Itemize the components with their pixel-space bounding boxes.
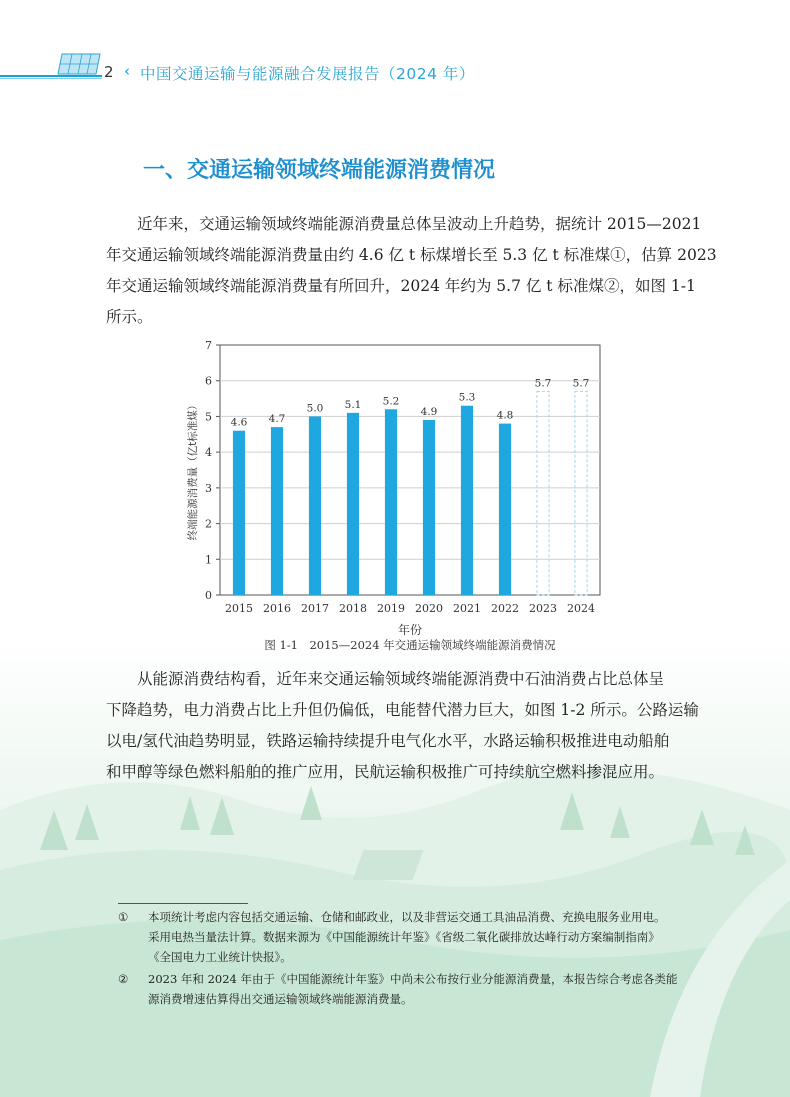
bar <box>309 416 321 595</box>
footnote-rule <box>118 903 248 904</box>
bar-value-label: 4.9 <box>420 406 438 418</box>
bar-value-label: 4.8 <box>496 409 514 422</box>
section-title: 一、交通运输领域终端能源消费情况 <box>143 158 496 183</box>
y-tick-label: 1 <box>205 553 212 567</box>
footnote-line: 2023 年和 2024 年由于《中国能源统计年鉴》中尚未公布按行业分能源消费量，本报告综合考虑各类能 <box>148 972 678 986</box>
y-tick-label: 0 <box>205 589 212 602</box>
bar-value-label: 5.7 <box>534 377 552 390</box>
paragraph-line: 从能源消费结构看，近年来交通运输领域终端能源消费中石油消费占比总体呈 <box>137 670 665 688</box>
bar-value-label: 5.3 <box>458 391 476 404</box>
bar <box>461 406 473 595</box>
header-rule-thin <box>0 78 102 79</box>
figure-caption: 图 1-1 2015—2024 年交通运输领域终端能源消费情况 <box>264 638 556 652</box>
bar <box>271 427 283 595</box>
paragraph-line: 和甲醇等绿色燃料船舶的推广应用，民航运输积极推广可持续航空燃料掺混应用。 <box>106 763 665 781</box>
x-tick-label: 2023 <box>529 602 557 615</box>
bar-value-label: 4.7 <box>268 413 286 426</box>
x-tick-label: 2021 <box>453 602 481 615</box>
y-axis-label: 终端能源消费量（亿t标准煤） <box>187 399 199 541</box>
x-tick-label: 2017 <box>301 602 329 615</box>
bar-value-label: 5.1 <box>344 398 362 411</box>
paragraph-line: 年交通运输领域终端能源消费量有所回升，2024 年约为 5.7 亿 t 标准煤②，如图 1-1 <box>106 277 696 295</box>
paragraph-line: 年交通运输领域终端能源消费量由约 4.6 亿 t 标煤增长至 5.3 亿 t 标准煤①，估算 2023 <box>106 246 717 264</box>
x-tick-label: 2015 <box>225 602 253 615</box>
footnote-mark: ① <box>118 910 129 924</box>
footnote-line: 采用电热当量法计算。数据来源为《中国能源统计年鉴》《省级二氧化碳排放达峰行动方案编制指南》 <box>148 930 660 944</box>
paragraph-line: 下降趋势，电力消费占比上升但仍偏低，电能替代潜力巨大，如图 1-2 所示。公路运输 <box>106 701 699 719</box>
paragraph-structure <box>106 664 706 788</box>
y-tick-label: 5 <box>205 410 212 424</box>
x-tick-label: 2022 <box>491 602 519 615</box>
chart-svg <box>180 336 610 636</box>
x-tick-label: 2024 <box>567 602 595 615</box>
bar <box>233 431 245 595</box>
x-tick-label: 2016 <box>263 602 291 615</box>
page-number: 2 <box>104 63 114 81</box>
footnote-line: 本项统计考虑内容包括交通运输、仓储和邮政业，以及非营运交通工具油品消费、充换电服务业用电。 <box>148 910 666 924</box>
header-rule <box>0 75 102 77</box>
y-tick-label: 6 <box>205 374 212 388</box>
bar <box>499 424 511 595</box>
footnote-mark: ② <box>118 972 129 986</box>
x-tick-label: 2019 <box>377 602 405 615</box>
bar-value-label: 5.2 <box>382 395 400 408</box>
x-tick-label: 2018 <box>339 602 367 615</box>
bar-value-label: 5.0 <box>306 402 324 415</box>
x-tick-label: 2020 <box>415 602 443 615</box>
y-tick-label: 7 <box>205 339 212 352</box>
y-tick-label: 4 <box>205 446 212 460</box>
footnote-line: 《全国电力工业统计快报》。 <box>148 950 292 964</box>
bar-chart <box>180 336 610 636</box>
chevron-left-icon: ‹ <box>124 62 130 80</box>
paragraph-line: 所示。 <box>106 308 153 326</box>
paragraph-intro <box>106 209 717 333</box>
paragraph-line: 以电/氢代油趋势明显，铁路运输持续提升电气化水平，水路运输积极推进电动船舶 <box>106 732 670 750</box>
bar-value-label: 5.7 <box>572 377 590 390</box>
x-axis-label: 年份 <box>397 623 423 636</box>
footnote-line: 源消费增速估算得出交通运输领域终端能源消费量。 <box>148 992 413 1006</box>
page-header <box>0 48 790 88</box>
bar <box>347 413 359 595</box>
bar <box>423 420 435 595</box>
running-title: 中国交通运输与能源融合发展报告（2024 年） <box>140 65 475 83</box>
y-tick-label: 2 <box>205 517 212 531</box>
bar <box>385 409 397 595</box>
paragraph-line: 近年来，交通运输领域终端能源消费量总体呈波动上升趋势，据统计 2015—2021 <box>137 215 702 233</box>
y-tick-label: 3 <box>205 481 212 495</box>
bar-value-label: 4.6 <box>230 416 248 429</box>
